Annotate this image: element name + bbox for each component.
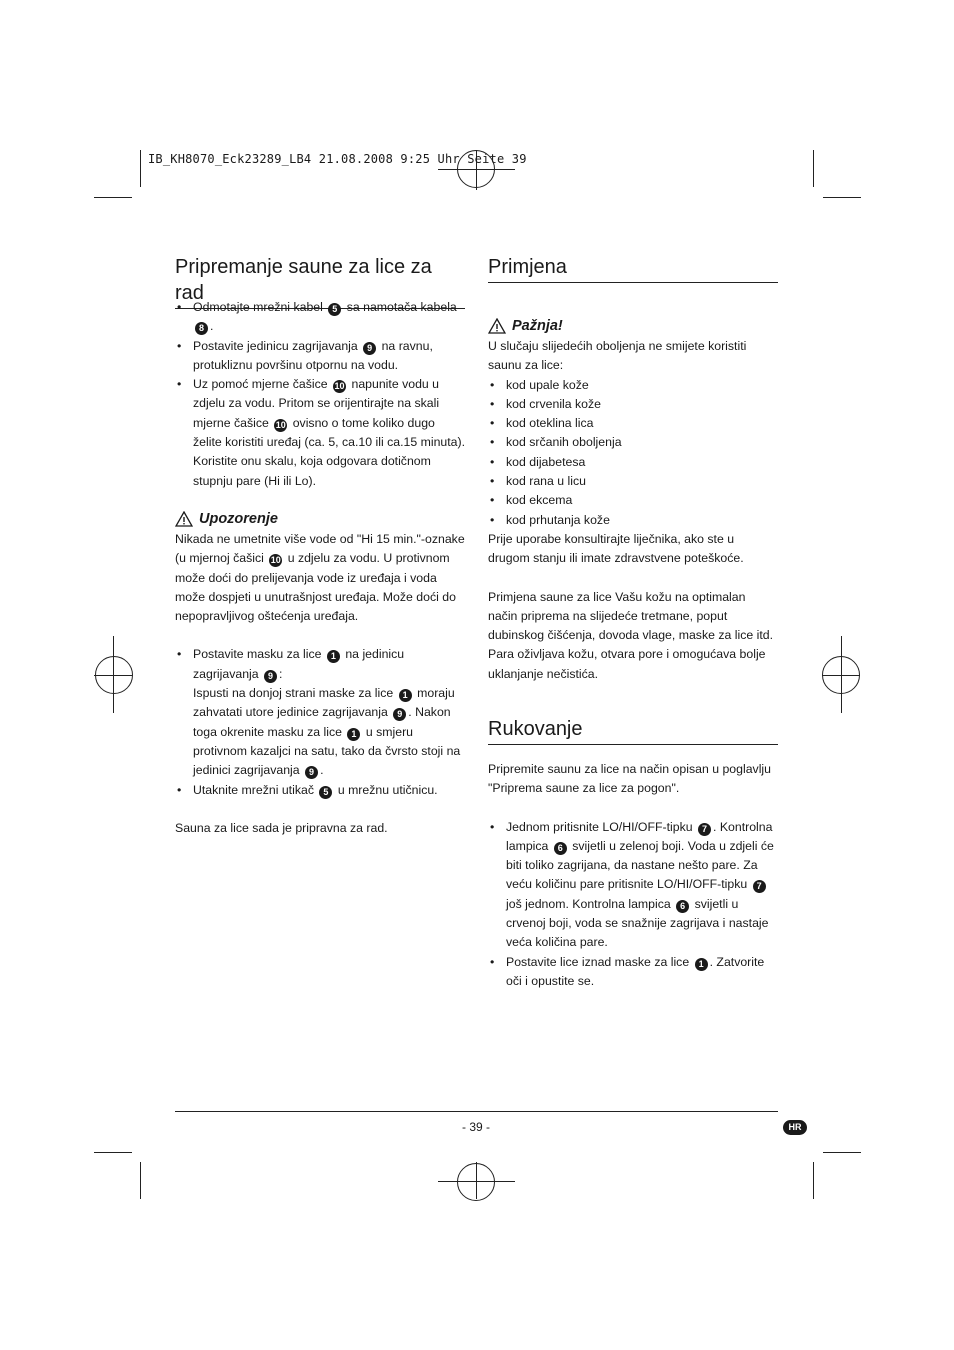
warning-triangle-icon [175,511,193,527]
warning-text: Nikada ne umetnite više vode od "Hi 15 min."-oznake (u mjernoj čašici 10 u zdjelu za vodu. U protivnom može doći do prelijevanja vode iz uređaja i voda može dospjeti u unutrašnjost uređaja. Može doći do nepopravljivog oštećenja uređaja. [175,531,465,624]
part-number-icon: 10 [334,381,345,392]
part-number-icon: 7 [698,823,711,836]
usage-paragraph: Primjena saune za lice Vašu kožu na optimalan način priprema na slijedeće tretmane, poput dubinskog čišćenja, dovoda vlage, maske za lice itd. Para oživljava kožu, otvara pore i omogućava bolje uklanjanje nečistića. [488,589,774,681]
part-number-icon: 6 [554,842,567,855]
list-item: • Postavite masku za lice 1 na jedinicu zagrijavanja 9 : Ispusti na donjoj strani maske za lice 1 moraju zahvatati utore jedinice zagrijavanja 9 . Nakon toga okrenite masku za lice 1 u smjeru protivnom kazaljci na satu, tako da čvrsto stoji na jedinici zagrijavanja 9 . [175,645,465,780]
section-title-preparation: Pripremanje saune za lice za rad [175,254,465,309]
section-title-handling: Rukovanje [488,716,778,745]
crop-mark [94,1152,132,1153]
language-badge: HR [783,1120,807,1135]
list-item: • Jednom pritisnite LO/HI/OFF-tipku 7 . Kontrolna lampica 6 svijetli u zelenoj boji. Voda u zdjeli će biti toliko zagrijana, da nastane nešto pare. Za veću količinu pare pritisnite LO/HI/OFF-tipku 7 još jednom. Kontrolna lampica 6 svijetli u crvenoj boji, voda se snažnije zagrijava i nastaje veća količina pare. [488,818,778,953]
list-item: • kod dijabetesa [488,453,778,472]
list-item: • Utaknite mrežni utikač 5 u mrežnu utičnicu. [175,781,465,800]
part-number-icon: 1 [347,728,360,741]
registration-mark [113,636,114,713]
crop-mark [140,150,141,187]
part-number-icon: 6 [676,900,689,913]
warning-triangle-icon [488,318,506,334]
part-number-icon: 9 [363,342,376,355]
list-item: • kod rana u licu [488,472,778,491]
consult-text: Prije uporabe konsultirajte liječnika, ako ste u drugom stanju ili imate zdravstvene poteškoće. [488,531,744,566]
crop-mark [823,1152,861,1153]
crop-mark [813,150,814,187]
list-item: • Postavite lice iznad maske za lice 1 . Zatvorite oči i opustite se. [488,953,778,992]
page-number: - 39 - [462,1120,491,1134]
warning-heading [175,508,465,530]
right-column-bottom [488,760,778,991]
preparation-steps [175,298,465,491]
footer-rule [175,1111,778,1112]
registration-mark [476,1162,477,1199]
part-number-icon: 7 [753,880,766,893]
crop-mark [823,197,861,198]
list-item: • Uz pomoć mjerne čašice 10 napunite vodu u zdjelu za vodu. Pritom se orijentirajte na skali mjerne čašice 10 ovisno o tome koliko dugo želite koristiti uređaj (ca. 5, ca.10 ili ca.15 minuta). Koristite onu skalu, koja odgovara dotičnom stupnju pare (Hi ili Lo). [175,375,465,491]
part-number-icon: 10 [275,419,286,430]
list-item: • kod srčanih oboljenja [488,433,778,452]
caution-intro: U slučaju slijedećih oboljenja ne smijete koristiti saunu za lice: [488,339,747,373]
left-column [175,298,465,838]
list-item: • kod ekcema [488,491,778,510]
right-column-top [488,315,778,684]
prep-text: Pripremite saunu za lice na način opisan u poglavlju "Priprema saune za lice za pogon". [488,762,771,796]
part-number-icon: 9 [393,708,406,721]
list-item: • kod upale kože [488,376,778,395]
handling-steps [488,818,778,992]
registration-mark [841,636,842,713]
list-item: • kod prhutanja kože [488,511,778,530]
caution-title: Pažnja! [512,318,563,334]
closing-text: Sauna za lice sada je pripravna za rad. [175,820,388,835]
part-number-icon: 1 [327,650,340,663]
list-item: • Postavite jedinicu zagrijavanja 9 na ravnu, protukliznu površinu otpornu na vodu. [175,337,465,376]
part-number-icon: 1 [399,689,412,702]
part-number-icon: 1 [695,958,708,971]
section-title-usage: Primjena [488,254,778,283]
print-header: IB_KH8070_Eck23289_LB4 21.08.2008 9:25 Uhr Seite 39 [148,152,527,166]
crop-mark [94,197,132,198]
part-number-icon: 8 [195,322,208,335]
part-number-icon: 5 [319,786,332,799]
part-number-icon: 9 [264,670,277,683]
warning-title: Upozorenje [199,510,278,527]
preparation-steps-2 [175,645,465,799]
crop-mark [813,1162,814,1199]
contraindications-list [488,376,778,530]
list-item: • kod oteklina lica [488,414,778,433]
list-item: • kod crvenila kože [488,395,778,414]
list-item: • Odmotajte mrežni kabel 5 sa namotača kabela 8 . [175,298,465,337]
part-number-icon: 9 [305,766,318,779]
part-number-icon: 5 [328,303,341,316]
part-number-icon: 10 [270,555,281,566]
crop-mark [140,1162,141,1199]
caution-heading [488,315,778,337]
